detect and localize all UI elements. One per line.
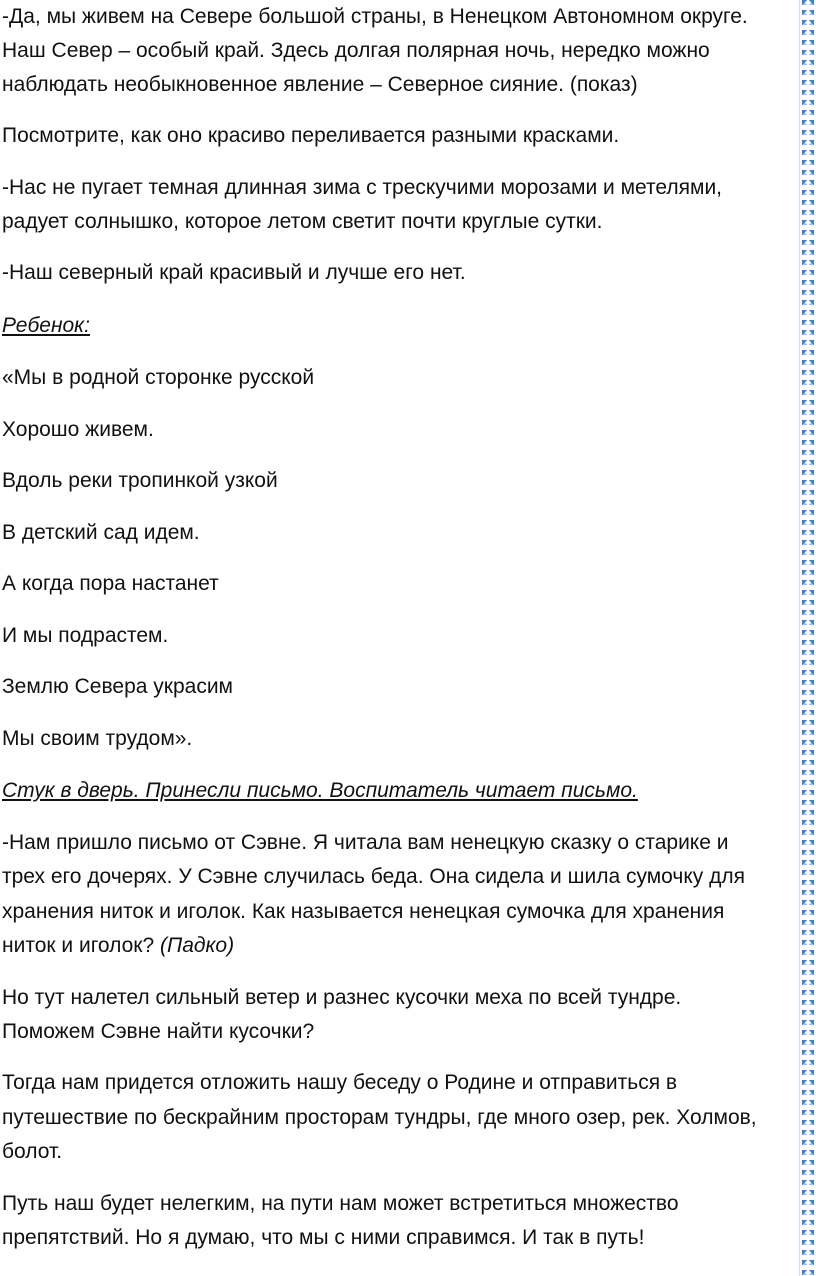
stage-direction: Стук в дверь. Принесли письмо. Воспитатель читает письмо.: [2, 779, 638, 802]
journey-line-2: путешествие по бескрайним просторам тундры, где много озер, рек. Холмов,: [2, 1106, 757, 1129]
decorative-page-border: [799, 0, 816, 1276]
path-line-1: Путь наш будет нелегким, на пути нам может встретиться множество: [2, 1192, 679, 1215]
poem-line-6: И мы подрастем.: [2, 624, 169, 647]
wind-line-2: Поможем Сэвне найти кусочки?: [2, 1020, 315, 1043]
letter-question: ниток и иголок?: [2, 934, 160, 957]
path-line-2: препятствий. Но я думаю, что мы с ними справимся. И так в путь!: [2, 1226, 645, 1249]
poem-line-1: «Мы в родной сторонке русской: [2, 366, 315, 389]
poem-line-3: Вдоль реки тропинкой узкой: [2, 469, 278, 492]
poem-line-4: В детский сад идем.: [2, 521, 200, 544]
letter-line-1: -Нам пришло письмо от Сэвне. Я читала вам ненецкую сказку о старике и: [2, 831, 729, 854]
poem-line-5: А когда пора настанет: [2, 572, 219, 595]
journey-line-1: Тогда нам придется отложить нашу беседу о Родине и отправиться в: [2, 1071, 678, 1094]
beauty-paragraph: -Наш северный край красивый и лучше его нет.: [2, 261, 466, 284]
poem-line-8: Мы своим трудом».: [2, 727, 193, 750]
wind-line-1: Но тут налетел сильный ветер и разнес кусочки меха по всей тундре.: [2, 986, 682, 1009]
winter-line-1: -Нас не пугает темная длинная зима с трескучими морозами и метелями,: [2, 176, 723, 199]
poem-line-2: Хорошо живем.: [2, 418, 154, 441]
child-heading: Ребенок:: [2, 314, 90, 337]
intro-line-3: наблюдать необыкновенное явление – Северное сияние. (показ): [2, 73, 638, 96]
letter-line-2: трех его дочерях. У Сэвне случилась беда. Она сидела и шила сумочку для: [2, 865, 745, 888]
letter-answer: (Падко): [160, 934, 235, 957]
winter-line-2: радует солнышко, которое летом светит почти круглые сутки.: [2, 210, 603, 233]
letter-line-4: [2, 929, 234, 964]
intro-line-1: -Да, мы живем на Севере большой страны, в Ненецком Автономном округе.: [2, 5, 748, 28]
journey-line-3: болот.: [2, 1140, 63, 1163]
letter-line-3: хранения ниток и иголок. Как называется ненецкая сумочка для хранения: [2, 900, 725, 923]
look-paragraph: Посмотрите, как оно красиво переливается разными красками.: [2, 124, 620, 147]
poem-line-7: Землю Севера украсим: [2, 675, 233, 698]
intro-line-2: Наш Север – особый край. Здесь долгая полярная ночь, нередко можно: [2, 39, 710, 62]
